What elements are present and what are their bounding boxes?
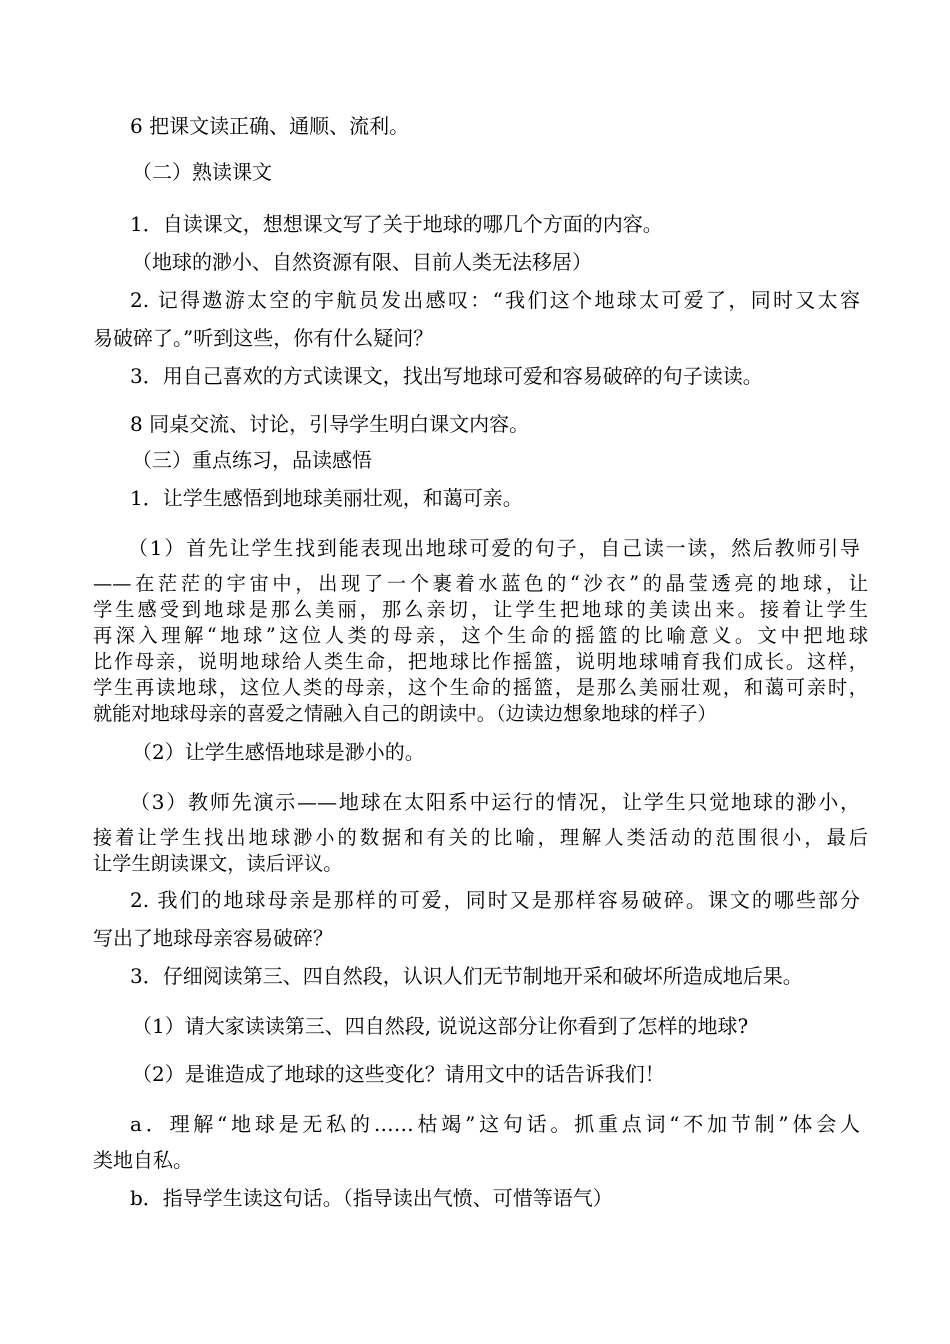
text-line-a-1: a．理解“地球是无私的……枯竭”这句话。抓重点词“不加节制”体会人 xyxy=(130,1112,860,1136)
text-line-para1-5: 比作母亲，说明地球给人类生命，把地球比作摇篮，说明地球哺育我们成长。这样， xyxy=(93,650,868,673)
text-line-sub-2: （2）让学生感悟地球是渺小的。 xyxy=(132,740,425,764)
text-line-item-3: 3．用自己喜欢的方式读课文，找出写地球可爱和容易破碎的句子读读。 xyxy=(130,364,763,388)
text-line-para1-6: 学生再读地球，这位人类的母亲，这个生命的摇篮，是那么美丽壮观，和蔼可亲时， xyxy=(93,676,868,699)
text-line-para1-4: 再深入理解“地球”这位人类的母亲，这个生命的摇篮的比喻意义。文中把地球 xyxy=(93,624,868,647)
section-heading-2: （二）熟读课文 xyxy=(132,160,272,184)
text-line-para3-2: 接着让学生找出地球渺小的数据和有关的比喻，理解人类活动的范围很小，最后 xyxy=(93,826,868,849)
text-line-step-8: 8 同桌交流、讨论，引导学生明白课文内容。 xyxy=(130,412,530,436)
text-line-b: b．指导学生读这句话。（指导读出气愤、可惜等语气） xyxy=(130,1186,613,1210)
text-line-step-6: 6 把课文读正确、通顺、流利。 xyxy=(130,114,410,138)
text-line-key-3: 3．仔细阅读第三、四自然段，认识人们无节制地开采和破坏所造成地后果。 xyxy=(130,964,803,988)
text-line-item-2b: 易破碎了。”听到这些，你有什么疑问？ xyxy=(93,326,434,350)
text-line-para1-2: ——在茫茫的宇宙中，出现了一个裹着水蓝色的“沙衣”的晶莹透亮的地球，让 xyxy=(93,572,868,595)
text-line-item-2a: 2. 记得遨游太空的宇航员发出感叹：“我们这个地球太可爱了，同时又太容 xyxy=(130,288,860,312)
text-line-para1-7: 就能对地球母亲的喜爱之情融入自己的朗读中。（边读边想象地球的样子） xyxy=(93,702,717,725)
text-line-sub-1: （1）请大家读读第三、四自然段, 说说这部分让你看到了怎样的地球? xyxy=(132,1014,749,1038)
text-line-key-1: 1．让学生感悟到地球美丽壮观，和蔼可亲。 xyxy=(130,486,523,510)
text-line-item-1: 1．自读课文，想想课文写了关于地球的哪几个方面的内容。 xyxy=(130,212,663,236)
text-line-para1-1: （1）首先让学生找到能表现出地球可爱的句子，自己读一读，然后教师引导 xyxy=(128,536,860,560)
text-line-para3-3: 让学生朗读课文，读后评议。 xyxy=(93,852,343,875)
text-line-a-2: 类地自私。 xyxy=(93,1148,193,1172)
text-line-sub-2-who: （2）是谁造成了地球的这些变化？请用文中的话告诉我们！ xyxy=(132,1062,665,1086)
text-line-answer: （地球的渺小、自然资源有限、目前人类无法移居） xyxy=(132,250,592,274)
text-line-key-2b: 写出了地球母亲容易破碎？ xyxy=(93,926,333,950)
section-heading-3: （三）重点练习，品读感悟 xyxy=(132,448,372,472)
text-line-para1-3: 学生感受到地球是那么美丽，那么亲切，让学生把地球的美读出来。接着让学生 xyxy=(93,598,868,621)
text-line-para3-1: （3）教师先演示——地球在太阳系中运行的情况，让学生只觉地球的渺小， xyxy=(130,790,860,814)
text-line-key-2a: 2. 我们的地球母亲是那样的可爱，同时又是那样容易破碎。课文的哪些部分 xyxy=(130,888,860,912)
